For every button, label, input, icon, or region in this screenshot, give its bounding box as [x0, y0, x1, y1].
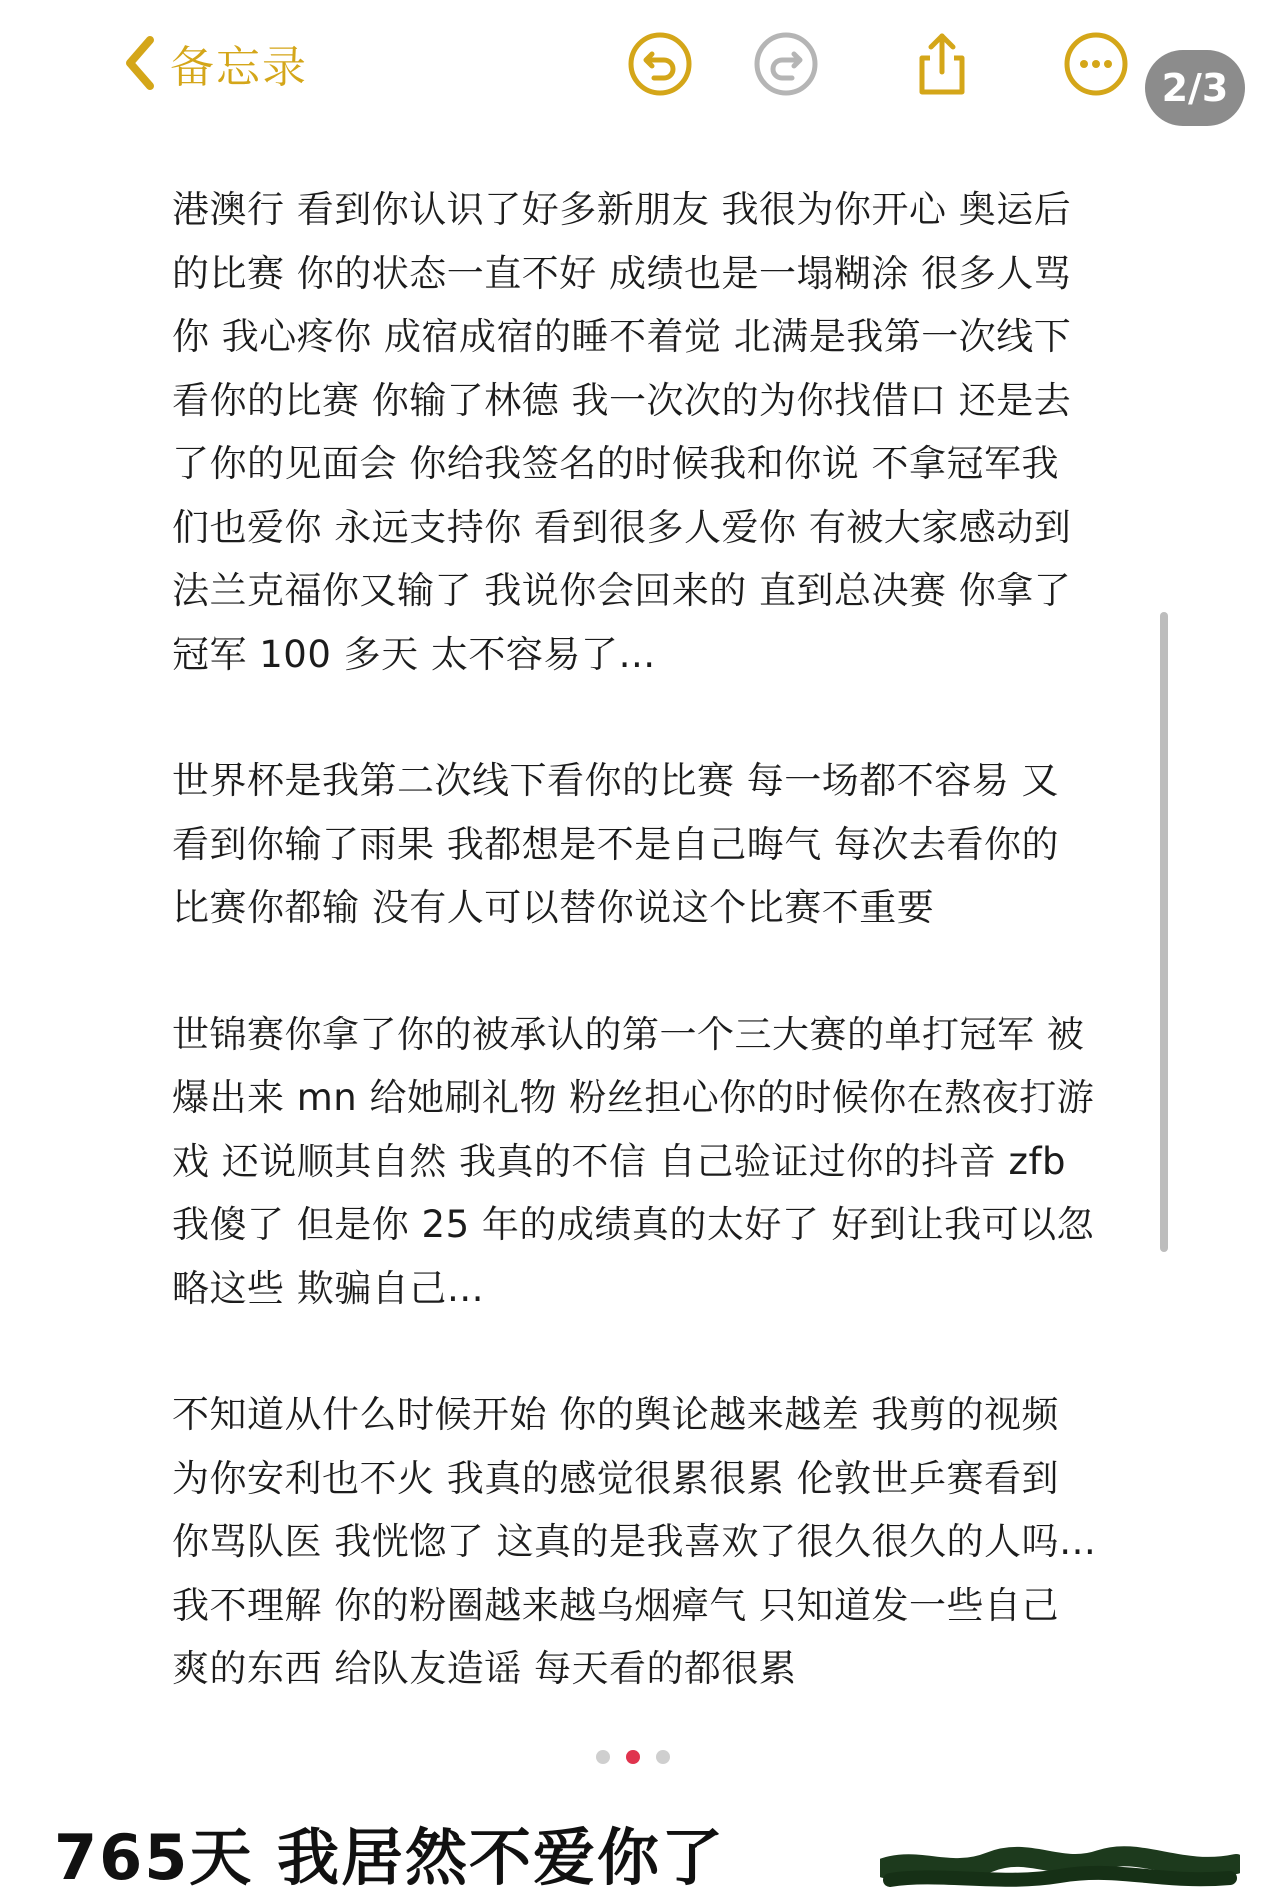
- back-label: 备忘录: [170, 42, 308, 93]
- page-dot[interactable]: [656, 1750, 670, 1764]
- back-button[interactable]: [122, 28, 308, 98]
- more-icon: [1062, 30, 1130, 98]
- note-paragraph: 港澳行 看到你认识了好多新朋友 我很为你开心 奥运后 的比赛 你的状态一直不好 成绩也是一塌糊涂 很多人骂 你 我心疼你 成宿成宿的睡不着觉 北满是我第一次线下 看你的比赛 你输了林德 我一次次的为你找借口 还是去 了你的见面会 你给我签名的时候我和你说 不拿冠军我 们也爱你 永远支持你 看到很多人爱你 有被大家感动到 法兰克福你又输了 我说你会回来的 直到总决赛 你拿了 冠军 100 多天 太不容易了…: [172, 188, 1072, 676]
- redo-icon: [752, 30, 820, 98]
- share-icon: [908, 30, 976, 98]
- page-dots: [596, 1750, 670, 1764]
- page-dot-active[interactable]: [626, 1750, 640, 1764]
- note-paragraph: 不知道从什么时候开始 你的舆论越来越差 我剪的视频 为你安利也不火 我真的感觉很累很累 伦敦世乒赛看到 你骂队医 我恍惚了 这真的是我喜欢了很久很久的人吗… 我不理解 你的粉圈越来越乌烟瘴气 只知道发一些自己 爽的东西 给队友造谣 每天看的都很累: [172, 1393, 1097, 1690]
- scrollbar[interactable]: [1160, 612, 1168, 1252]
- page-dot[interactable]: [596, 1750, 610, 1764]
- note-paragraph: 世锦赛你拿了你的被承认的第一个三大赛的单打冠军 被 爆出来 mn 给她刷礼物 粉丝担心你的时候你在熬夜打游 戏 还说顺其自然 我真的不信 自己验证过你的抖音 zfb 我傻了 但是你 25 年的成绩真的太好了 好到让我可以忽 略这些 欺骗自己…: [172, 1012, 1095, 1310]
- undo-button[interactable]: [626, 30, 694, 98]
- redaction-scribble: [880, 1838, 1240, 1896]
- page-indicator: 2/3: [1145, 50, 1245, 126]
- redo-button[interactable]: [752, 30, 820, 98]
- note-toolbar: [0, 0, 1280, 130]
- more-button[interactable]: [1062, 30, 1130, 98]
- share-button[interactable]: [908, 30, 976, 98]
- chevron-left-icon: [122, 34, 156, 92]
- note-paragraph: 世界杯是我第二次线下看你的比赛 每一场都不容易 又 看到你输了雨果 我都想是不是自己晦气 每次去看你的 比赛你都输 没有人可以替你说这个比赛不重要: [172, 759, 1060, 929]
- post-caption: 765天 我居然不爱你了: [54, 1821, 726, 1894]
- note-body[interactable]: [172, 178, 1112, 1764]
- undo-icon: [626, 30, 694, 98]
